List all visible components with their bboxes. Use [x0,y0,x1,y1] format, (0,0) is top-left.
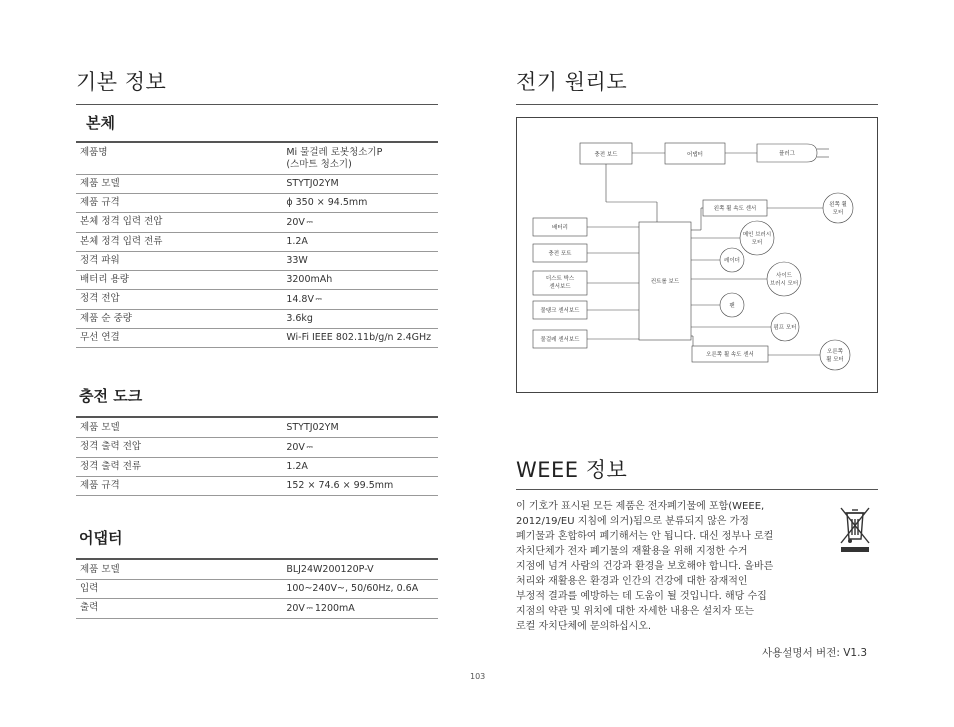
diagram-label: 물걸레 센서보드 [540,337,580,343]
spec-value: 14.8V ⎓ [286,290,438,310]
spec-value: BLJ24W200120P-V [286,561,438,580]
diagram-label: 충전 포트 [548,251,572,257]
weee-text-line: 로컬 자치단체에 문의하십시오. [516,621,652,632]
table-row [76,144,438,175]
spec-value: 152 × 74.6 × 99.5mm [286,477,438,496]
weee-text-line: 폐기물과 혼합하여 폐기해서는 안 됩니다. 대신 정부나 로컬 [516,531,774,542]
basic-info-title: 기본 정보 [76,70,167,94]
diagram-label: 휠 모터 [826,357,844,363]
diagram-label: 배터리 [552,225,568,231]
diagram-box [533,271,587,295]
diagram-label: 컨트롤 보드 [650,279,680,285]
spec-label: 제품명 [76,144,286,175]
spec-table-adapter [76,561,438,619]
diagram-label: 브러시 모터 [769,281,799,287]
spec-label: 무선 연결 [76,329,286,348]
weee-text [516,499,826,634]
spec-value: Mi 물걸레 로봇청소기P (스마트 청소기) [286,144,438,175]
table-row [76,233,438,252]
spec-value: 3.6kg [286,310,438,329]
table-row [76,438,438,458]
spec-value: STYTJ02YM [286,419,438,438]
diagram-circle [820,340,850,370]
weee-text-line: 처리와 재활용은 환경과 인간의 건강에 대한 잠재적인 [516,576,748,587]
dc-symbol-icon: ⎓ [304,217,312,226]
spec-label: 본체 정격 입력 전류 [76,233,286,252]
diagram-label: 물탱크 센서보드 [540,308,580,314]
diagram-label: 센서보드 [549,284,571,290]
table-row [76,271,438,290]
weee-text-line: 이 기호가 표시된 모든 제품은 전자폐기물에 포함(WEEE, [516,501,765,512]
diagram-label: 레이더 [724,258,740,264]
page-number: 103 [470,672,486,681]
diagram-label: 사이드 [776,273,792,279]
diagram-label: 충전 보드 [594,152,618,158]
weee-text-line: 지점의 약관 및 위치에 대한 자세한 내용은 설치자 또는 [516,606,754,617]
weee-text-line: 부정적 결과를 예방하는 데 도움이 될 것입니다. 해당 수집 [516,591,767,602]
diagram-label: 모터 [832,210,844,216]
spec-label: 출력 [76,599,286,619]
title-rule [516,489,878,490]
weee-text-line: 지점에 넘겨 사람의 건강과 환경을 보호해야 합니다. 올바른 [516,561,774,572]
table-row [76,419,438,438]
spec-label: 제품 모델 [76,175,286,194]
diagram-circle [767,262,801,296]
title-rule [76,104,438,105]
spec-value: 3200mAh [286,271,438,290]
section-rule [76,558,438,560]
diagram-circle [740,221,774,255]
diagram-label: 왼쪽 휠 속도 센서 [713,206,757,212]
diagram-label: 플러그 [779,151,795,157]
diagram-label: 어댑터 [687,152,703,158]
diagram-label: 펌프 모터 [773,325,797,331]
spec-value: Wi-Fi IEEE 802.11b/g/n 2.4GHz [286,329,438,348]
title-rule [516,104,878,105]
spec-table-dock [76,419,438,496]
weee-title: WEEE 정보 [516,458,628,482]
crossed-out-wheelie-bin-icon [838,505,872,553]
spec-label: 제품 모델 [76,419,286,438]
spec-value: 20V ⎓ [286,213,438,233]
circuit-diagram-title: 전기 원리도 [516,70,628,94]
spec-label: 정격 출력 전류 [76,458,286,477]
spec-table-body [76,144,438,348]
dc-symbol-icon: ⎓ [313,294,321,303]
weee-text-line: 2012/19/EU 지침에 의거)됨으로 분류되지 않은 가정 [516,516,749,527]
manual-version: 사용설명서 버전: V1.3 [762,647,868,659]
diagram-label: 더스트 박스 [545,276,575,282]
table-row [76,580,438,599]
dc-symbol-icon: ⎓ [304,603,312,612]
table-row [76,310,438,329]
table-row [76,252,438,271]
diagram-label: 팬 [729,303,735,309]
spec-value: 1.2A [286,233,438,252]
section-rule [76,416,438,418]
spec-label: 정격 출력 전압 [76,438,286,458]
spec-label: 제품 모델 [76,561,286,580]
table-row [76,290,438,310]
spec-value: 100~240V~, 50/60Hz, 0.6A [286,580,438,599]
table-row [76,599,438,619]
table-row [76,194,438,213]
diagram-circle [823,193,853,223]
spec-label: 입력 [76,580,286,599]
table-row [76,561,438,580]
section-heading-body: 본체 [86,114,115,132]
spec-label: 정격 파워 [76,252,286,271]
spec-value: STYTJ02YM [286,175,438,194]
spec-label: 제품 규격 [76,477,286,496]
section-rule [76,141,438,143]
spec-label: 본체 정격 입력 전압 [76,213,286,233]
diagram-label: 오른쪽 휠 속도 센서 [706,352,754,358]
spec-value: 20V ⎓ [286,438,438,458]
table-row [76,213,438,233]
circuit-diagram [516,117,878,393]
spec-value: 20V ⎓ 1200mA [286,599,438,619]
table-row [76,175,438,194]
section-heading-dock: 충전 도크 [79,387,143,405]
spec-value: ϕ 350 × 94.5mm [286,194,438,213]
diagram-label: 메인 브러시 [742,232,772,238]
table-row [76,458,438,477]
spec-label: 제품 순 중량 [76,310,286,329]
spec-value: 1.2A [286,458,438,477]
table-row [76,477,438,496]
spec-value: 33W [286,252,438,271]
section-heading-adapter: 어댑터 [79,529,123,547]
dc-symbol-icon: ⎓ [304,442,312,451]
diagram-label: 모터 [751,240,763,246]
spec-label: 정격 전압 [76,290,286,310]
diagram-label: 왼쪽 휠 [829,202,847,208]
diagram-label: 오른쪽 [827,349,843,355]
weee-text-line: 자치단체가 전자 폐기물의 재활용을 위해 지정한 수거 [516,546,748,557]
spec-label: 제품 규격 [76,194,286,213]
table-row [76,329,438,348]
spec-label: 배터리 용량 [76,271,286,290]
